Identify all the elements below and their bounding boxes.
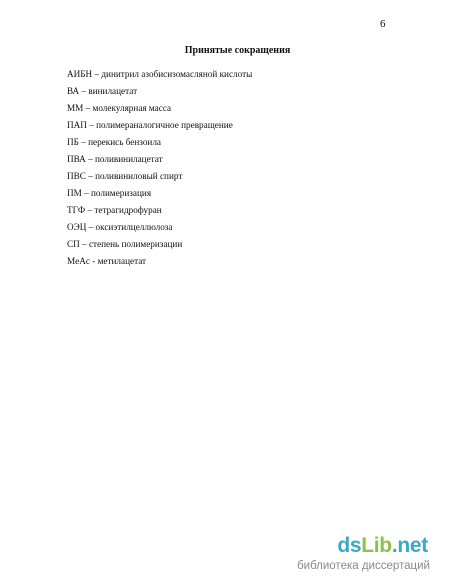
logo-net-text: net [397,534,428,557]
list-item: ВА – винилацетат [67,86,138,96]
list-item: СП – степень полимеризации [67,239,183,249]
list-item: ПВА – поливинилацетат [67,154,163,164]
page-title: Принятые сокращения [184,45,291,56]
list-item: ОЭЦ – оксиэтилцеллюлоза [67,222,173,232]
logo-dot-text: . [391,534,398,557]
list-item: ПБ – перекись бензоила [67,137,162,147]
list-item: ПВС – поливиниловый спирт [67,171,183,181]
list-item: ПАП – полимераналогичное превращение [67,120,233,130]
watermark-logo [337,534,428,558]
abbreviation-list [67,66,387,270]
watermark-caption: библиотека диссертаций [297,560,430,572]
list-item: MeAc - метилацетат [67,256,147,266]
watermark [266,534,440,578]
list-item: ТГФ – тетрагидрофуран [67,205,162,215]
page-number: 6 [380,18,386,30]
logo-lib-text: Lib [361,534,392,557]
list-item: ММ – молекулярная масса [67,103,172,113]
list-item: АИБН – динитрил азобисизомасляной кислоты [67,69,253,79]
list-item: ПМ – полимеризация [67,188,152,198]
logo-ds-text: ds [337,534,362,557]
